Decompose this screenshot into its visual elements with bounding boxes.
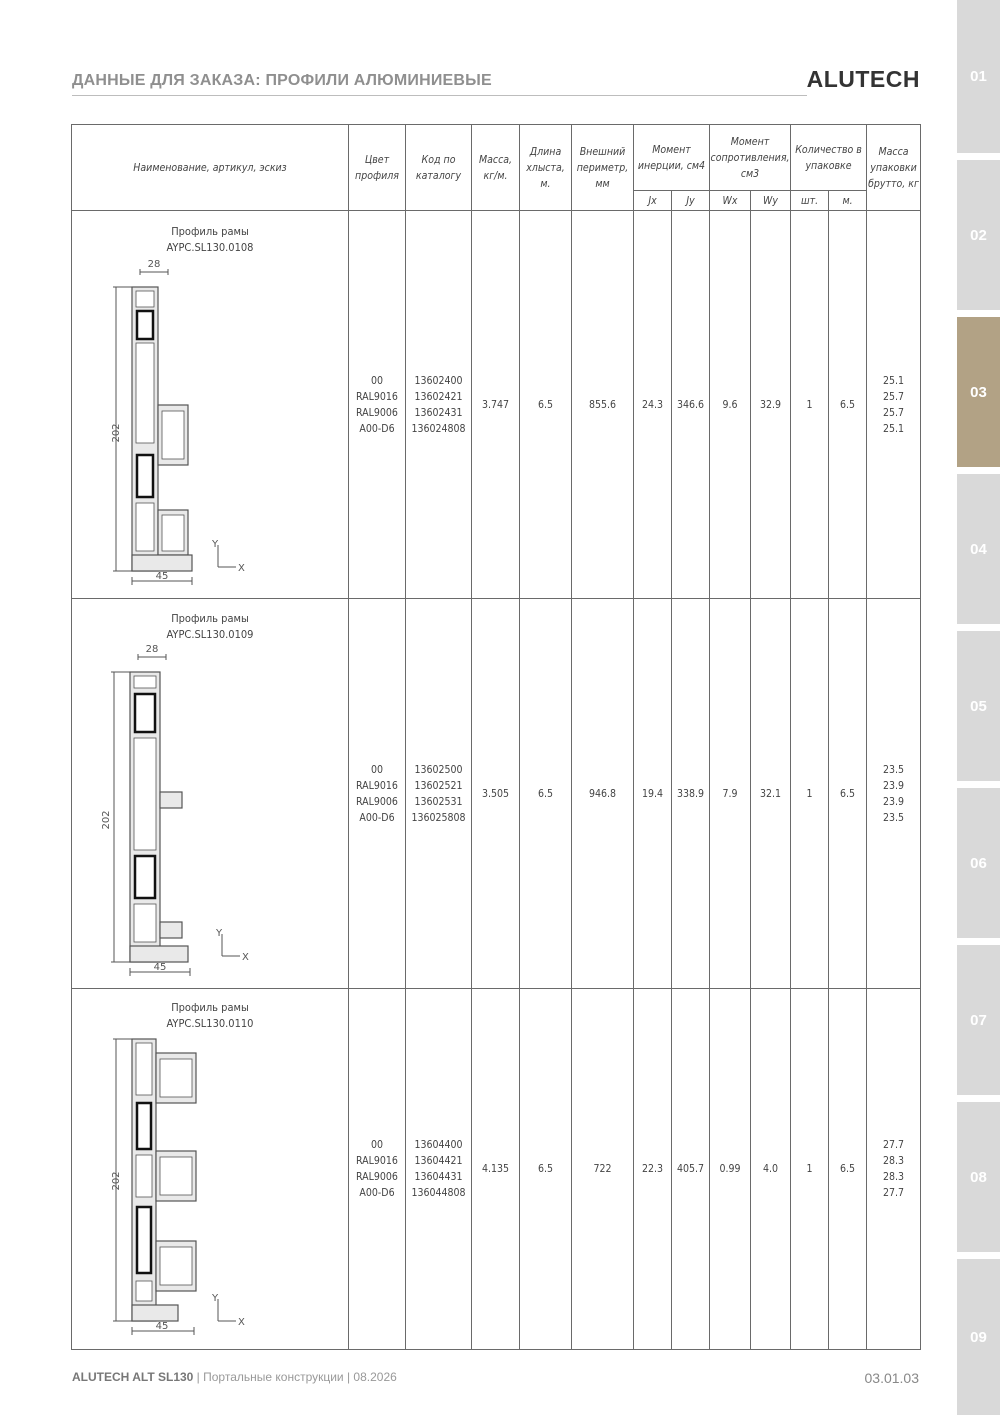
header-inertia: Момент инерции, см4	[634, 125, 710, 191]
table-row	[72, 989, 921, 1350]
pack-mass-values: 25.1 25.7 25.7 25.1	[867, 211, 921, 599]
header-jx: Jx	[634, 191, 672, 211]
jx-value: 24.3	[634, 211, 672, 599]
wy-value: 32.1	[751, 599, 791, 989]
header-wx: Wx	[710, 191, 751, 211]
wx-value: 7.9	[710, 599, 751, 989]
order-data-table	[71, 124, 921, 1350]
page-header	[72, 66, 920, 98]
footer-subtitle: | Портальные конструкции | 08.2026	[193, 1370, 397, 1384]
dimension-depth: 45	[155, 1321, 169, 1332]
profile-sketch-cell	[72, 989, 349, 1350]
header-resistance: Момент сопротивления, см3	[710, 125, 791, 191]
header-color: Цвет профиля	[349, 125, 406, 211]
header-length: Длина хлыста, м.	[520, 125, 572, 211]
footer-brand: ALUTECH ALT SL130	[72, 1370, 194, 1384]
profile-sketch-cell	[72, 211, 349, 599]
profile-sketch-cell	[72, 599, 349, 989]
header-mass: Масса, кг/м.	[472, 125, 520, 211]
dimension-depth: 45	[153, 961, 167, 973]
section-tab-04[interactable]: 04	[957, 474, 1000, 624]
catalog-codes: 13602400 13602421 13602431 136024808	[406, 211, 472, 599]
wy-value: 32.9	[751, 211, 791, 599]
pack-mass-values: 23.5 23.9 23.9 23.5	[867, 599, 921, 989]
dimension-depth: 45	[155, 570, 169, 582]
section-tab-02[interactable]: 02	[957, 160, 1000, 310]
jx-value: 22.3	[634, 989, 672, 1350]
header-jy: Jy	[672, 191, 710, 211]
jy-value: 338.9	[672, 599, 710, 989]
axis-y-label: Y	[216, 927, 223, 939]
header-name: Наименование, артикул, эскиз	[72, 125, 349, 211]
header-quantity: Количество в упаковке	[791, 125, 867, 191]
page-title: ДАННЫЕ ДЛЯ ЗАКАЗА: ПРОФИЛИ АЛЮМИНИЕВЫЕ	[72, 72, 492, 89]
section-tab-05[interactable]: 05	[957, 631, 1000, 781]
profile-title: Профиль рамы	[171, 1001, 249, 1014]
table-row	[72, 599, 921, 989]
pcs-value: 1	[791, 599, 829, 989]
profile-colors: 00 RAL9016 RAL9006 A00-D6	[349, 599, 406, 989]
pack-length-value: 6.5	[829, 599, 867, 989]
perimeter-value: 722	[572, 989, 634, 1350]
profile-drawing	[110, 255, 310, 591]
profile-drawing	[101, 642, 310, 982]
section-tabs	[957, 0, 1000, 1415]
pack-length-value: 6.5	[829, 989, 867, 1350]
profile-article: AYPC.SL130.0108	[166, 240, 254, 254]
profile-colors: 00 RAL9016 RAL9006 A00-D6	[349, 989, 406, 1350]
section-tab-09[interactable]: 09	[957, 1259, 1000, 1415]
profile-drawing	[110, 1031, 310, 1343]
header-pcs: шт.	[791, 191, 829, 211]
wx-value: 0.99	[710, 989, 751, 1350]
axis-x-label: X	[238, 562, 245, 574]
profile-title: Профиль рамы	[171, 611, 249, 625]
header-code: Код по каталогу	[406, 125, 472, 211]
header-m: м.	[829, 191, 867, 211]
profile-article: AYPC.SL130.0109	[166, 627, 254, 641]
axis-x-label: X	[238, 1317, 245, 1328]
perimeter-value: 855.6	[572, 211, 634, 599]
dimension-width: 28	[147, 258, 161, 270]
jy-value: 346.6	[672, 211, 710, 599]
dimension-height: 202	[111, 1171, 122, 1191]
section-tab-07[interactable]: 07	[957, 945, 1000, 1095]
header-wy: Wy	[751, 191, 791, 211]
wy-value: 4.0	[751, 989, 791, 1350]
profile-article: AYPC.SL130.0110	[166, 1017, 254, 1030]
page-number: 03.01.03	[864, 1370, 919, 1386]
pack-mass-values: 27.7 28.3 28.3 27.7	[867, 989, 921, 1350]
header-perimeter: Внешний периметр, мм	[572, 125, 634, 211]
pcs-value: 1	[791, 989, 829, 1350]
mass-value: 3.505	[472, 599, 520, 989]
axis-y-label: Y	[212, 1293, 219, 1304]
catalog-codes: 13602500 13602521 13602531 136025808	[406, 599, 472, 989]
header-pack-mass: Масса упаковки брутто, кг	[867, 125, 921, 211]
mass-value: 4.135	[472, 989, 520, 1350]
section-tab-06[interactable]: 06	[957, 788, 1000, 938]
wx-value: 9.6	[710, 211, 751, 599]
jy-value: 405.7	[672, 989, 710, 1350]
dimension-height: 202	[101, 809, 112, 830]
section-tab-03[interactable]: 03	[957, 317, 1000, 467]
perimeter-value: 946.8	[572, 599, 634, 989]
axis-x-label: X	[242, 951, 249, 963]
mass-value: 3.747	[472, 211, 520, 599]
dimension-width: 28	[145, 643, 159, 655]
length-value: 6.5	[520, 211, 572, 599]
dimension-height: 202	[111, 422, 122, 443]
length-value: 6.5	[520, 989, 572, 1350]
jx-value: 19.4	[634, 599, 672, 989]
header-divider	[72, 95, 807, 96]
profile-title: Профиль рамы	[171, 224, 249, 238]
footer-doc-info	[72, 1370, 397, 1384]
brand-logo: ALUTECH	[806, 66, 920, 92]
section-tab-08[interactable]: 08	[957, 1102, 1000, 1252]
table-row	[72, 211, 921, 599]
pack-length-value: 6.5	[829, 211, 867, 599]
length-value: 6.5	[520, 599, 572, 989]
axis-y-label: Y	[212, 538, 219, 550]
profile-colors: 00 RAL9016 RAL9006 A00-D6	[349, 211, 406, 599]
catalog-codes: 13604400 13604421 13604431 136044808	[406, 989, 472, 1350]
section-tab-01[interactable]: 01	[957, 0, 1000, 153]
pcs-value: 1	[791, 211, 829, 599]
